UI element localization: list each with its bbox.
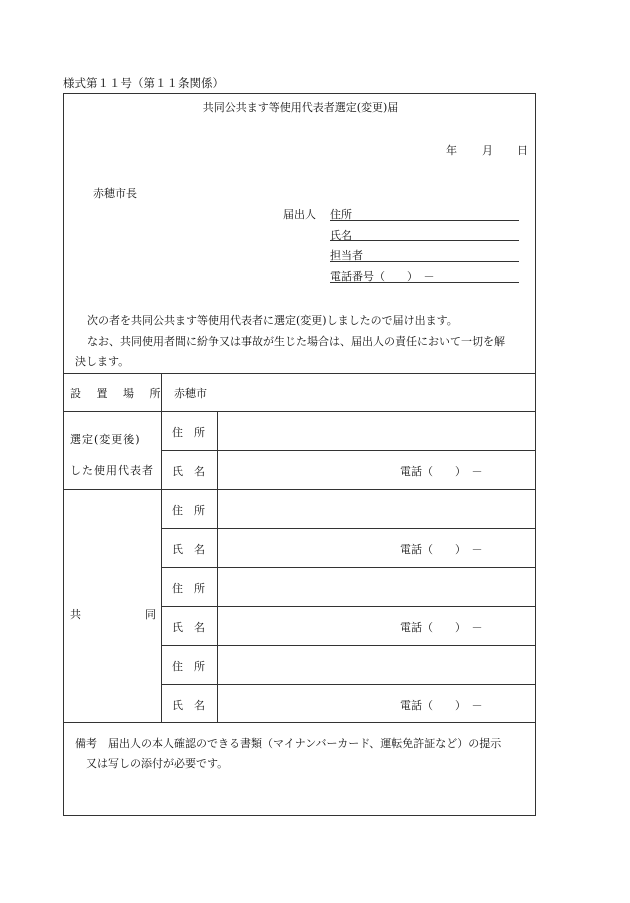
addressee: 赤穂市長 (93, 187, 137, 200)
location-label: 設 置 場 所 (70, 387, 167, 400)
notifier-phone-line[interactable] (330, 282, 519, 283)
joint3-name-label: 氏 名 (172, 699, 205, 712)
notifier-label: 届出人 (283, 208, 316, 221)
notifier-name-line[interactable] (330, 240, 519, 241)
rep-name-label: 氏 名 (172, 465, 205, 478)
joint2-address-label: 住 所 (172, 582, 205, 595)
date-day-label: 日 (517, 144, 528, 157)
joint1-address-label: 住 所 (172, 504, 205, 517)
joint-label-right: 同 (145, 608, 156, 621)
notifier-name-label: 氏名 (330, 229, 352, 242)
row-divider (64, 411, 535, 412)
joint1-phone-label: 電話（ ） － (400, 543, 483, 556)
remarks-line-2: 又は写しの添付が必要です。 (86, 757, 229, 770)
notification-form (63, 93, 536, 816)
date-month-label: 月 (482, 144, 493, 157)
location-value[interactable]: 赤穂市 (174, 387, 207, 400)
representative-label-line2: した使用代表者 (70, 464, 154, 477)
rep-phone-label: 電話（ ） － (400, 465, 483, 478)
joint2-name-label: 氏 名 (172, 621, 205, 634)
notifier-contact-line[interactable] (330, 261, 519, 262)
table-bottom-border (64, 722, 535, 723)
notifier-address-label: 住所 (330, 208, 352, 221)
date-year-label: 年 (446, 144, 457, 157)
body-line-3: 決します。 (75, 355, 130, 368)
remarks-line-1: 備考 届出人の本人確認のできる書類（マイナンバーカード、運転免許証など）の提示 (75, 737, 502, 750)
form-title: 共同公共ます等使用代表者選定(変更)届 (202, 101, 399, 114)
joint3-address-label: 住 所 (172, 660, 205, 673)
column-divider (217, 411, 218, 722)
rep-address-label: 住 所 (172, 426, 205, 439)
joint1-name-label: 氏 名 (172, 543, 205, 556)
form-number: 様式第１１号（第１１条関係） (63, 76, 224, 90)
body-line-1: 次の者を共同公共ます等使用代表者に選定(変更)しましたので届け出ます。 (87, 314, 458, 327)
column-divider (161, 373, 162, 722)
notifier-phone-label: 電話番号（ ） － (330, 270, 435, 283)
row-divider (64, 489, 535, 490)
body-line-2: なお、共同使用者間に紛争又は事故が生じた場合は、届出人の責任において一切を解 (87, 335, 505, 348)
joint-label-left: 共 (70, 608, 81, 621)
joint2-phone-label: 電話（ ） － (400, 621, 483, 634)
notifier-contact-label: 担当者 (330, 249, 363, 262)
notifier-address-line[interactable] (330, 220, 519, 221)
representative-label-line1: 選定(変更後) (70, 433, 141, 446)
joint3-phone-label: 電話（ ） － (400, 699, 483, 712)
table-top-border (64, 373, 535, 374)
